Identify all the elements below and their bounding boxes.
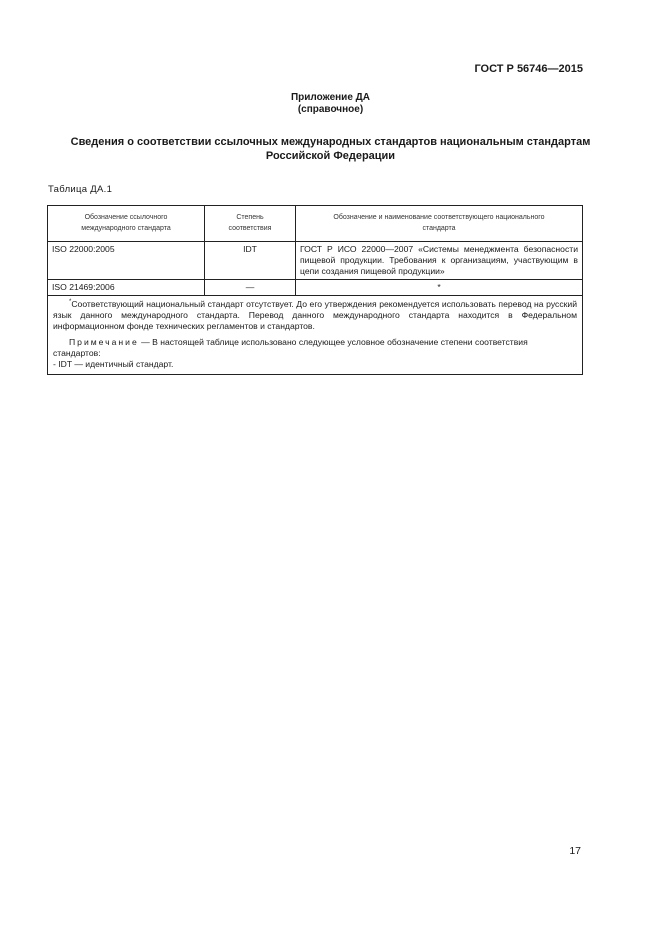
column-header-line: Обозначение ссылочного [84, 214, 168, 221]
column-header-line: международного стандарта [81, 225, 171, 232]
table-row [48, 242, 583, 280]
column-header-designation [48, 206, 205, 242]
column-header-line: стандарта [422, 225, 456, 232]
cell-designation: ISO 22000:2005 [48, 242, 205, 280]
table-header-row [48, 206, 583, 242]
cell-degree: — [205, 280, 296, 296]
footnote-text: Соответствующий национальный стандарт отсутствует. До его утверждения рекомендуется использовать перевод на русский язык данного международного стандарта. Перевод данного международного стандарта находится в Федеральном информационном фонде технических регламентов и стандартов. [53, 299, 577, 331]
table-caption: Таблица ДА.1 [48, 184, 113, 195]
column-header-degree [205, 206, 296, 242]
annex-title: Приложение ДА [290, 92, 371, 103]
table-row [48, 280, 583, 296]
correspondence-table [47, 205, 583, 375]
note [53, 337, 577, 359]
footnote-marker: * [69, 299, 72, 306]
page-number: 17 [569, 845, 581, 857]
note-label: Примечание [69, 337, 139, 347]
cell-national-standard: * [296, 280, 583, 296]
document-code: ГОСТ Р 56746—2015 [474, 63, 583, 75]
cell-designation: ISO 21469:2006 [48, 280, 205, 296]
note-text: — В настоящей таблице использовано следующее условное обозначение степени соответствия стандартов: [53, 337, 528, 358]
page-title-line-2: Российской Федерации [265, 150, 396, 162]
table-notes [48, 296, 583, 375]
cell-degree: IDT [205, 242, 296, 280]
column-header-line: Степень [236, 214, 264, 221]
annex-heading [0, 92, 661, 116]
table-note-row [48, 296, 583, 375]
page-title-line-1: Сведения о соответствии ссылочных международных стандартов национальным стандартам [70, 136, 591, 148]
column-header-line: соответствия [228, 225, 272, 232]
footnote [53, 299, 577, 332]
column-header-national-standard [296, 206, 583, 242]
column-header-line: Обозначение и наименование соответствующего национального [333, 214, 545, 221]
cell-national-standard: ГОСТ Р ИСО 22000—2007 «Системы менеджмента безопасности пищевой продукции. Требования к организациям, участвующим в цепи создания пищевой продукции» [296, 242, 583, 280]
annex-subtitle: (справочное) [297, 104, 364, 115]
page-title [48, 135, 613, 163]
note-item: - IDT — идентичный стандарт. [53, 359, 174, 369]
